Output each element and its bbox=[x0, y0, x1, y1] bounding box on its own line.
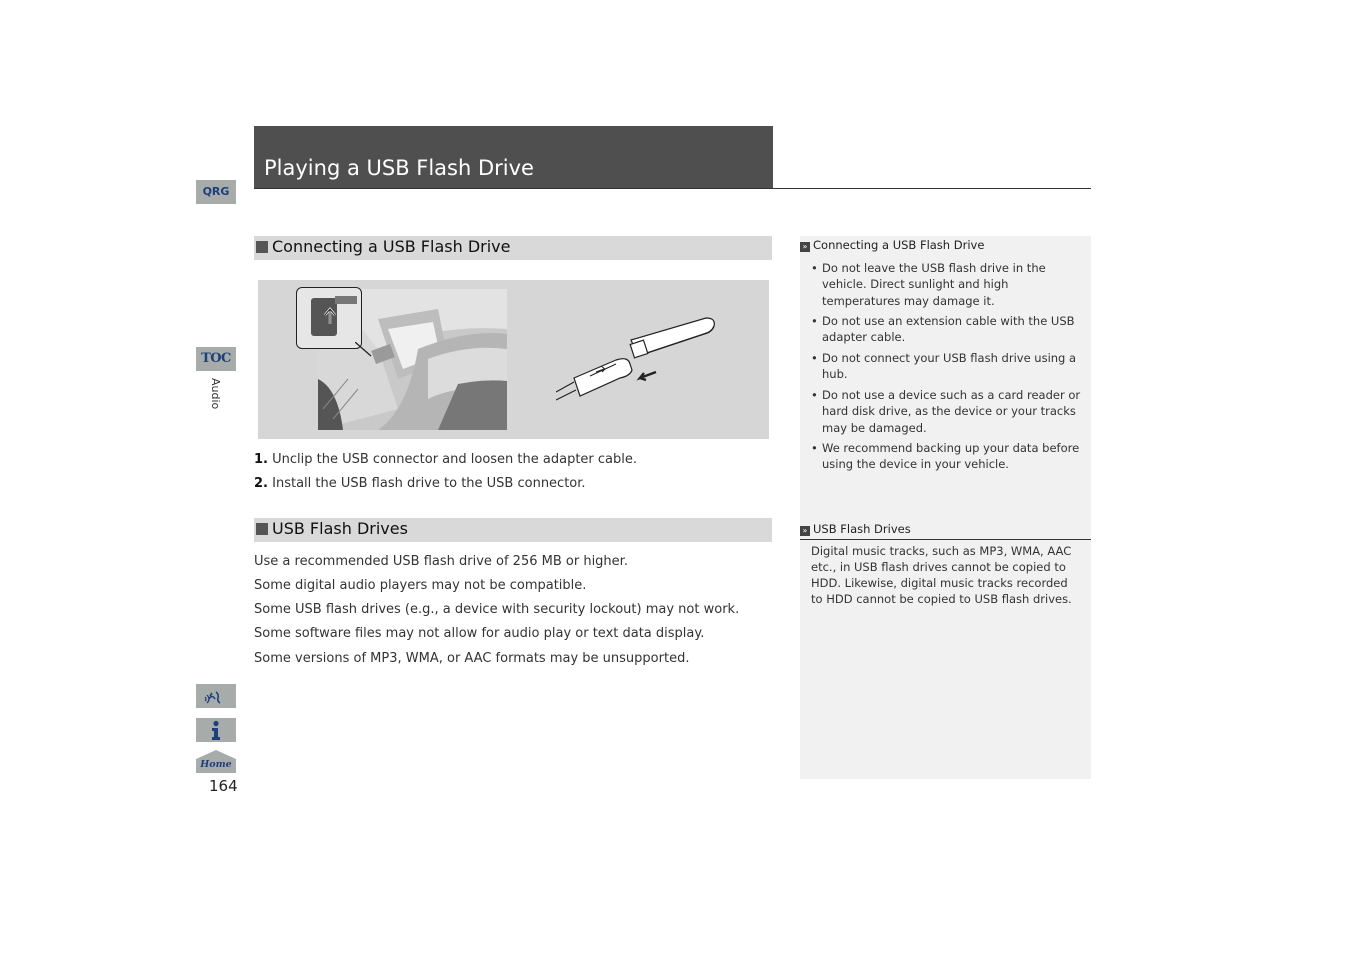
sidebar-note-heading-text: Connecting a USB Flash Drive bbox=[813, 238, 985, 252]
connector-inset bbox=[296, 287, 362, 349]
section-heading-drives bbox=[254, 518, 772, 542]
page-title: Playing a USB Flash Drive bbox=[264, 156, 534, 180]
sidebar-rule bbox=[800, 539, 1091, 540]
sidebar-bullet-text: Do not use a device such as a card reader or hard disk drive, as the device or your tracks may be damaged. bbox=[822, 388, 1081, 435]
sidebar-note-heading bbox=[800, 238, 984, 252]
title-bar bbox=[254, 126, 773, 188]
drive-line: Some versions of MP3, WMA, or AAC formats may be unsupported. bbox=[254, 651, 690, 666]
section-heading-text: USB Flash Drives bbox=[272, 519, 408, 538]
page-number: 164 bbox=[209, 777, 238, 795]
toc-button[interactable]: TOC bbox=[196, 347, 236, 371]
home-icon bbox=[196, 749, 236, 773]
bullet-icon: • bbox=[811, 388, 818, 402]
callout-pointer bbox=[355, 342, 385, 366]
bullet-icon: • bbox=[811, 351, 818, 365]
drive-line: Some digital audio players may not be compatible. bbox=[254, 578, 587, 593]
section-tab-label: Audio bbox=[209, 378, 222, 410]
sidebar-bullet-text: Do not use an extension cable with the USB adapter cable. bbox=[822, 314, 1075, 345]
voice-command-icon bbox=[196, 684, 236, 708]
usb-flash-drive-icon bbox=[556, 312, 718, 404]
section-heading-connecting bbox=[254, 236, 772, 260]
sidebar-bullet bbox=[811, 313, 1081, 346]
step-number: 1. bbox=[254, 452, 268, 467]
info-icon bbox=[196, 718, 236, 742]
home-label: Home bbox=[200, 759, 232, 770]
qrg-button[interactable]: QRG bbox=[196, 180, 236, 204]
sidebar-bullet bbox=[811, 387, 1081, 436]
step-text: Unclip the USB connector and loosen the adapter cable. bbox=[272, 452, 638, 467]
bullet-icon: • bbox=[811, 314, 818, 328]
home-button[interactable] bbox=[196, 749, 236, 773]
sidebar-bullet-text: Do not connect your USB flash drive using a hub. bbox=[822, 351, 1077, 382]
double-chevron-icon: » bbox=[800, 526, 810, 536]
info-button[interactable] bbox=[196, 718, 236, 742]
step-1 bbox=[254, 452, 637, 467]
heading-square-icon bbox=[256, 523, 268, 535]
heading-square-icon bbox=[256, 241, 268, 253]
sidebar-bullet-text: Do not leave the USB flash drive in the vehicle. Direct sunlight and high temperatures may damage it. bbox=[822, 261, 1046, 308]
sidebar-note-heading-text: USB Flash Drives bbox=[813, 522, 911, 536]
bullet-icon: • bbox=[811, 261, 818, 275]
usb-connector-icon bbox=[297, 288, 361, 348]
section-heading-text: Connecting a USB Flash Drive bbox=[272, 237, 511, 256]
drive-line: Some USB flash drives (e.g., a device with security lockout) may not work. bbox=[254, 602, 740, 617]
drive-line: Use a recommended USB flash drive of 256 MB or higher. bbox=[254, 554, 628, 569]
title-rule bbox=[254, 188, 1091, 189]
step-2 bbox=[254, 476, 586, 491]
sidebar-bullet bbox=[811, 440, 1081, 473]
step-text: Install the USB flash drive to the USB connector. bbox=[272, 476, 586, 491]
sidebar-note-text: Digital music tracks, such as MP3, WMA, AAC etc., in USB flash drives cannot be copied to HDD. Likewise, digital music tracks recorded to HDD cannot be copied to USB flash drives. bbox=[811, 544, 1072, 606]
step-number: 2. bbox=[254, 476, 268, 491]
bullet-icon: • bbox=[811, 441, 818, 455]
sidebar-bullet bbox=[811, 350, 1081, 383]
drive-line: Some software files may not allow for audio play or text data display. bbox=[254, 626, 705, 641]
voice-command-button[interactable] bbox=[196, 684, 236, 708]
sidebar-bullet bbox=[811, 260, 1081, 309]
sidebar-bullet-text: We recommend backing up your data before using the device in your vehicle. bbox=[822, 441, 1080, 472]
double-chevron-icon: » bbox=[800, 242, 810, 252]
usb-drive-illustration bbox=[556, 312, 718, 408]
sidebar-note-heading bbox=[800, 522, 911, 536]
